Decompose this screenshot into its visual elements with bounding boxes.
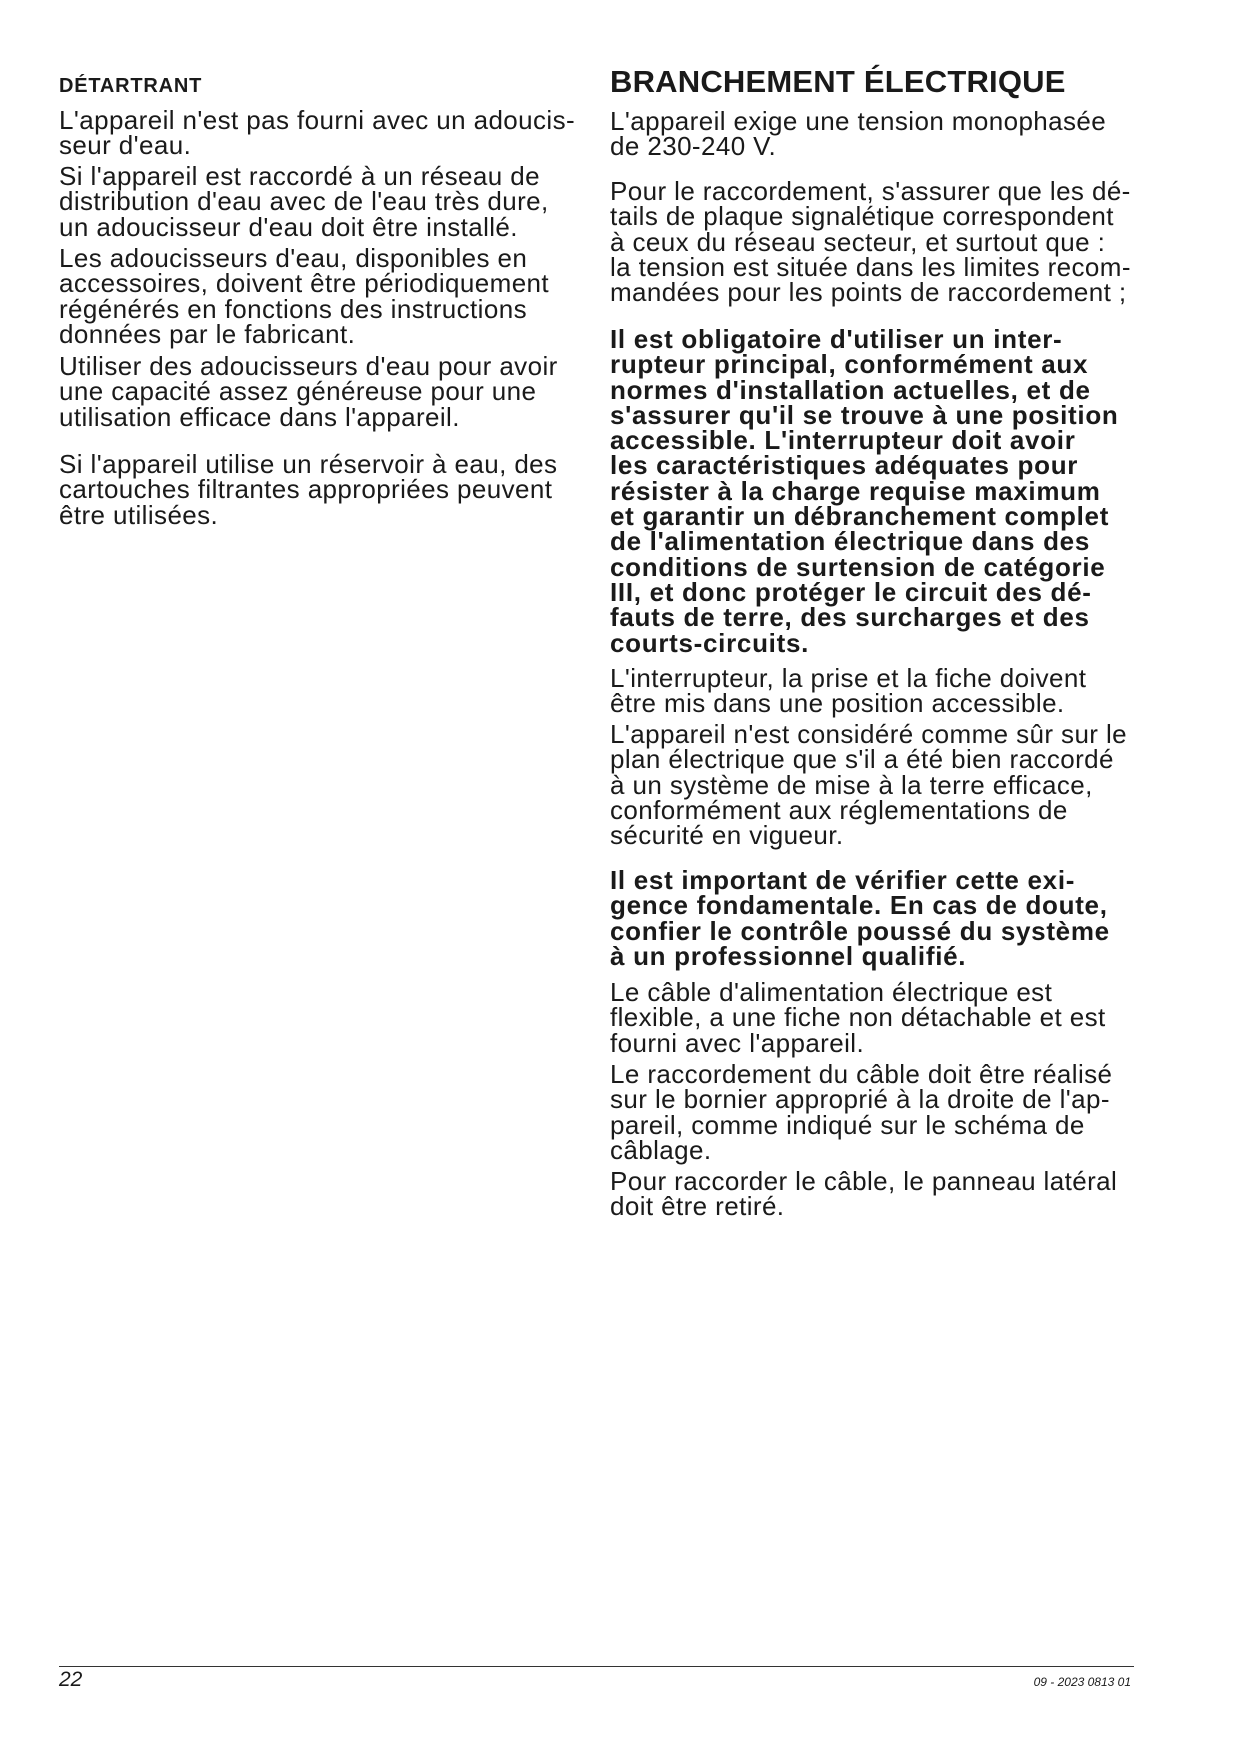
paragraph-line: un adoucisseur d'eau doit être installé. (59, 211, 518, 242)
paragraph-line: à un système de mise à la terre efficace, (610, 769, 1093, 800)
paragraph-line: tails de plaque signalétique correspondent (610, 201, 1114, 232)
paragraph-line: flexible, a une fiche non détachable et est (610, 1002, 1106, 1033)
paragraph-line: utilisation efficace dans l'appareil. (59, 401, 460, 432)
paragraph-line: accessible. L'interrupteur doit avoir (610, 425, 1076, 456)
paragraph-line: L'interrupteur, la prise et la fiche doivent (610, 663, 1087, 693)
paragraph-line: gence fondamentale. En cas de doute, (610, 890, 1108, 921)
paragraph-line: de l'alimentation électrique dans des (610, 526, 1090, 557)
paragraph-line: les caractéristiques adéquates pour (610, 450, 1079, 481)
paragraph-line: seur d'eau. (59, 130, 192, 161)
paragraph-line: III, et donc protéger le circuit des dé- (610, 576, 1092, 607)
paragraph-line: mandées pour les points de raccordement ; (610, 277, 1127, 308)
paragraph-line: cartouches filtrantes appropriées peuvent (59, 474, 553, 505)
paragraph-line: L'appareil n'est pas fourni avec un adoucis- (59, 105, 576, 135)
paragraph-line: Si l'appareil est raccordé à un réseau de (59, 161, 540, 191)
paragraph (610, 106, 1107, 162)
paragraph-line: et garantir un débranchement complet (610, 501, 1110, 532)
paragraph-line: L'appareil n'est considéré comme sûr sur le (610, 719, 1128, 749)
warning-paragraph (610, 865, 1110, 971)
paragraph-line: sur le bornier approprié à la droite de l'ap- (610, 1084, 1110, 1115)
paragraph (59, 161, 549, 242)
section-heading-detartrant: DÉTARTRANT (59, 75, 203, 97)
paragraph (610, 977, 1106, 1058)
paragraph-line: être mis dans une position accessible. (610, 688, 1065, 719)
paragraph (610, 176, 1131, 308)
paragraph-line: conformément aux réglementations de (610, 794, 1068, 825)
paragraph-line: conditions de surtension de catégorie (610, 551, 1106, 582)
paragraph-line: pareil, comme indiqué sur le schéma de (610, 1109, 1085, 1140)
paragraph-line: Il est important de vérifier cette exi- (610, 865, 1076, 895)
paragraph-line: Utiliser des adoucisseurs d'eau pour avoir (59, 351, 558, 381)
paragraph-line: fauts de terre, des surcharges et des (610, 602, 1090, 633)
paragraph-line: Il est obligatoire d'utiliser un inter- (610, 324, 1063, 354)
section-heading-branchement-electrique: BRANCHEMENT ÉLECTRIQUE (610, 64, 1066, 99)
paragraph-line: être utilisées. (59, 499, 219, 530)
paragraph-line: distribution d'eau avec de l'eau très dure, (59, 186, 549, 217)
warning-paragraph (610, 324, 1119, 658)
paragraph-line: rupteur principal, conformément aux (610, 349, 1089, 380)
paragraph-line: la tension est située dans les limites recom- (610, 251, 1131, 282)
paragraph-line: câblage. (610, 1134, 712, 1165)
paragraph-line: doit être retiré. (610, 1191, 785, 1222)
paragraph-line: Pour raccorder le câble, le panneau latéral (610, 1166, 1118, 1196)
paragraph-line: données par le fabricant. (59, 318, 356, 349)
paragraph-line: Le raccordement du câble doit être réalisé (610, 1059, 1113, 1089)
paragraph-line: courts-circuits. (610, 627, 810, 658)
paragraph-line: L'appareil exige une tension monophasée (610, 106, 1107, 136)
paragraph (59, 243, 550, 349)
paragraph-line: accessoires, doivent être périodiquement (59, 268, 550, 299)
paragraph (59, 351, 558, 432)
paragraph-line: à ceux du réseau secteur, et surtout que : (610, 226, 1106, 257)
paragraph-line: s'assurer qu'il se trouve à une position (610, 399, 1119, 430)
paragraph (610, 719, 1128, 851)
paragraph-line: sécurité en vigueur. (610, 820, 844, 851)
paragraph-line: résister à la charge requise maximum (610, 475, 1101, 506)
paragraph-line: confier le contrôle poussé du système (610, 915, 1110, 946)
paragraph (59, 449, 558, 530)
document-code: 09 - 2023 0813 01 (1033, 1675, 1131, 1689)
paragraph-line: Si l'appareil utilise un réservoir à eau, des (59, 449, 558, 479)
paragraph-line: régénérés en fonctions des instructions (59, 293, 527, 324)
paragraph (59, 105, 576, 161)
paragraph-line: normes d'installation actuelles, et de (610, 374, 1091, 405)
paragraph (610, 1166, 1118, 1222)
paragraph (610, 1059, 1113, 1165)
paragraph-line: de 230-240 V. (610, 131, 777, 162)
paragraph-line: fourni avec l'appareil. (610, 1027, 865, 1058)
paragraph-line: plan électrique que s'il a été bien raccordé (610, 744, 1114, 775)
paragraph-line: Pour le raccordement, s'assurer que les dé- (610, 176, 1131, 206)
paragraph-line: Le câble d'alimentation électrique est (610, 977, 1053, 1007)
paragraph (610, 663, 1087, 719)
paragraph-line: Les adoucisseurs d'eau, disponibles en (59, 243, 528, 273)
page-number: 22 (59, 1668, 83, 1691)
paragraph-line: à un professionnel qualifié. (610, 940, 967, 971)
paragraph-line: une capacité assez généreuse pour une (59, 376, 537, 407)
footer-divider (59, 1666, 1134, 1667)
